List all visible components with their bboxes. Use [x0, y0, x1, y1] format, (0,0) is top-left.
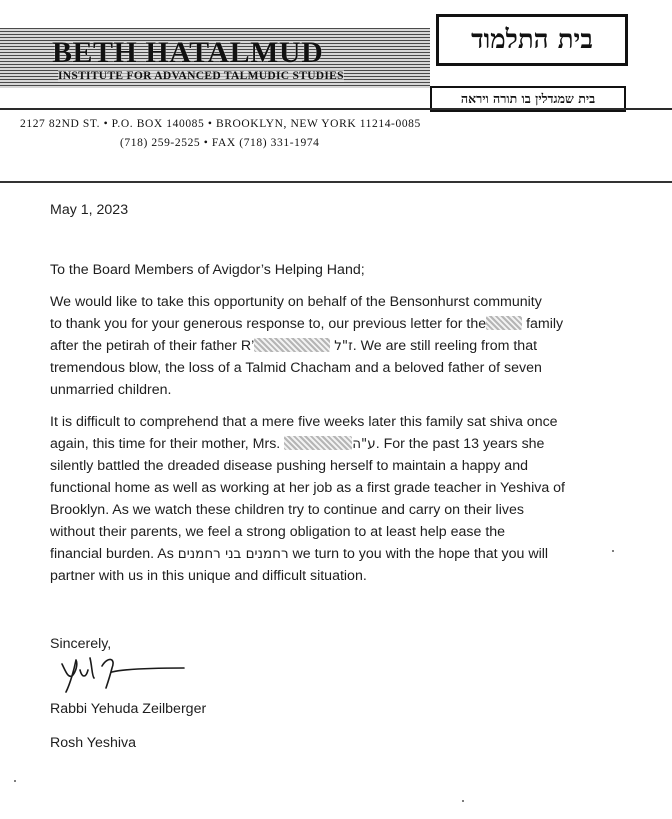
org-name: BETH HATALMUD — [52, 36, 324, 69]
hebrew-abbrev-mother: ע"ה — [352, 436, 376, 452]
scan-speck — [612, 550, 614, 552]
hebrew-subtitle: בית שמגדלין בו תורה ויראה — [460, 91, 596, 106]
p1-line-2 — [50, 313, 563, 335]
redacted-father-name — [254, 338, 330, 352]
p1-line-3 — [50, 335, 537, 357]
redacted-mother-name — [284, 436, 352, 450]
p2-line-7 — [50, 543, 548, 565]
scan-speck — [462, 800, 464, 802]
p2-line-3: silently battled the dreaded disease pushing herself to maintain a happy and — [50, 458, 528, 474]
p2-line-2-text: again, this time for their mother, Mrs. — [50, 436, 281, 452]
signer-title: Rosh Yeshiva — [50, 735, 136, 751]
p2-line-1: It is difficult to comprehend that a mere five weeks later this family sat shiva once — [50, 414, 558, 430]
p1-line-1: We would like to take this opportunity on behalf of the Bensonhurst community — [50, 294, 542, 310]
letterhead-rule-top — [0, 108, 672, 110]
address-line: 2127 82ND ST. • P.O. BOX 140085 • BROOKLYN, NEW YORK 11214-0085 — [20, 118, 421, 130]
closing: Sincerely, — [50, 636, 112, 652]
p2-line-4: functional home as well as working at her job as a first grade teacher in Yeshiva of — [50, 480, 565, 496]
p2-line-5: Brooklyn. As we watch these children try to continue and carry on their lives — [50, 502, 524, 518]
hebrew-phrase: רחמנים בני רחמנים — [177, 546, 289, 562]
p1-line-3-end: . We are still reeling from that — [352, 338, 538, 354]
p2-line-7-end: we turn to you with the hope that you will — [292, 546, 549, 562]
p2-line-2 — [50, 433, 544, 455]
p2-line-7-text: financial burden. As — [50, 546, 174, 562]
p1-line-3-text: after the petirah of their father R’ — [50, 338, 255, 354]
handwritten-signature — [58, 652, 198, 694]
salutation: To the Board Members of Avigdor’s Helping Hand; — [50, 262, 365, 278]
letter-date: May 1, 2023 — [50, 202, 129, 218]
p1-line-5: unmarried children. — [50, 382, 172, 398]
p1-line-2-text: to thank you for your generous response to, our previous letter for the — [50, 316, 487, 332]
p2-line-6: without their parents, we feel a strong obligation to at least help ease the — [50, 524, 506, 540]
redacted-family-name — [486, 316, 522, 330]
p2-line-8: partner with us in this unique and difficult situation. — [50, 568, 367, 584]
p1-line-4: tremendous blow, the loss of a Talmid Chacham and a beloved father of seven — [50, 360, 542, 376]
scan-speck — [14, 780, 16, 782]
p1-line-2-end: family — [526, 316, 564, 332]
signer-name: Rabbi Yehuda Zeilberger — [50, 701, 207, 717]
letterhead-rule-bottom — [0, 181, 672, 183]
hebrew-name-box — [436, 14, 628, 66]
org-tagline: INSTITUTE FOR ADVANCED TALMUDIC STUDIES — [58, 70, 344, 82]
p2-line-2-end: . For the past 13 years she — [375, 436, 545, 452]
phone-line: (718) 259-2525 • FAX (718) 331-1974 — [120, 137, 320, 149]
hebrew-name: בית התלמוד — [471, 25, 593, 55]
hebrew-abbrev-father: ז"ל — [334, 338, 353, 354]
